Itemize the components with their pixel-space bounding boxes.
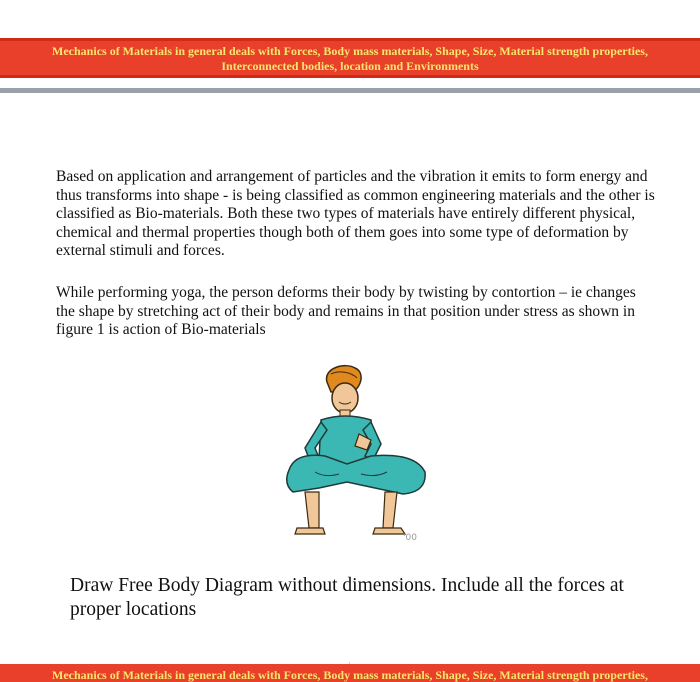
yoga-figure bbox=[275, 360, 435, 550]
right-shin bbox=[383, 492, 397, 528]
footer-text: Mechanics of Materials in general deals with Forces, Body mass materials, Shape, Size, Material strength properties, bbox=[52, 668, 648, 682]
header-divider bbox=[0, 88, 700, 93]
header-line-2: Interconnected bodies, location and Environments bbox=[221, 59, 479, 73]
illustration-signature: '00 bbox=[403, 533, 417, 543]
intro-paragraph: Based on application and arrangement of particles and the vibration it emits to form energy and thus transforms into shape - is being classified as common engineering materials and the other is classified as Bio-materials. Both these two types of materials have entirely different physical, chemical and thermal properties though both of them goes into some type of deformation by external stimuli and forces. bbox=[56, 168, 655, 259]
pants-shape bbox=[287, 455, 425, 494]
header-line-1: Mechanics of Materials in general deals with Forces, Body mass materials, Shape, Size, Material strength properties, bbox=[52, 44, 648, 58]
header-banner bbox=[0, 38, 700, 78]
task-instruction: Draw Free Body Diagram without dimensions. Include all the forces at proper locations bbox=[70, 575, 624, 620]
yoga-person-illustration bbox=[275, 360, 435, 550]
yoga-paragraph: While performing yoga, the person deforms their body by twisting by contortion – ie changes the shape by stretching act of their body and remains in that position under stress as shown in figure 1 is action of Bio-materials bbox=[56, 284, 636, 338]
footer-banner bbox=[0, 664, 700, 682]
left-foot bbox=[295, 528, 325, 534]
right-foot bbox=[373, 528, 405, 534]
face-shape bbox=[332, 383, 358, 413]
left-shin bbox=[305, 492, 319, 528]
